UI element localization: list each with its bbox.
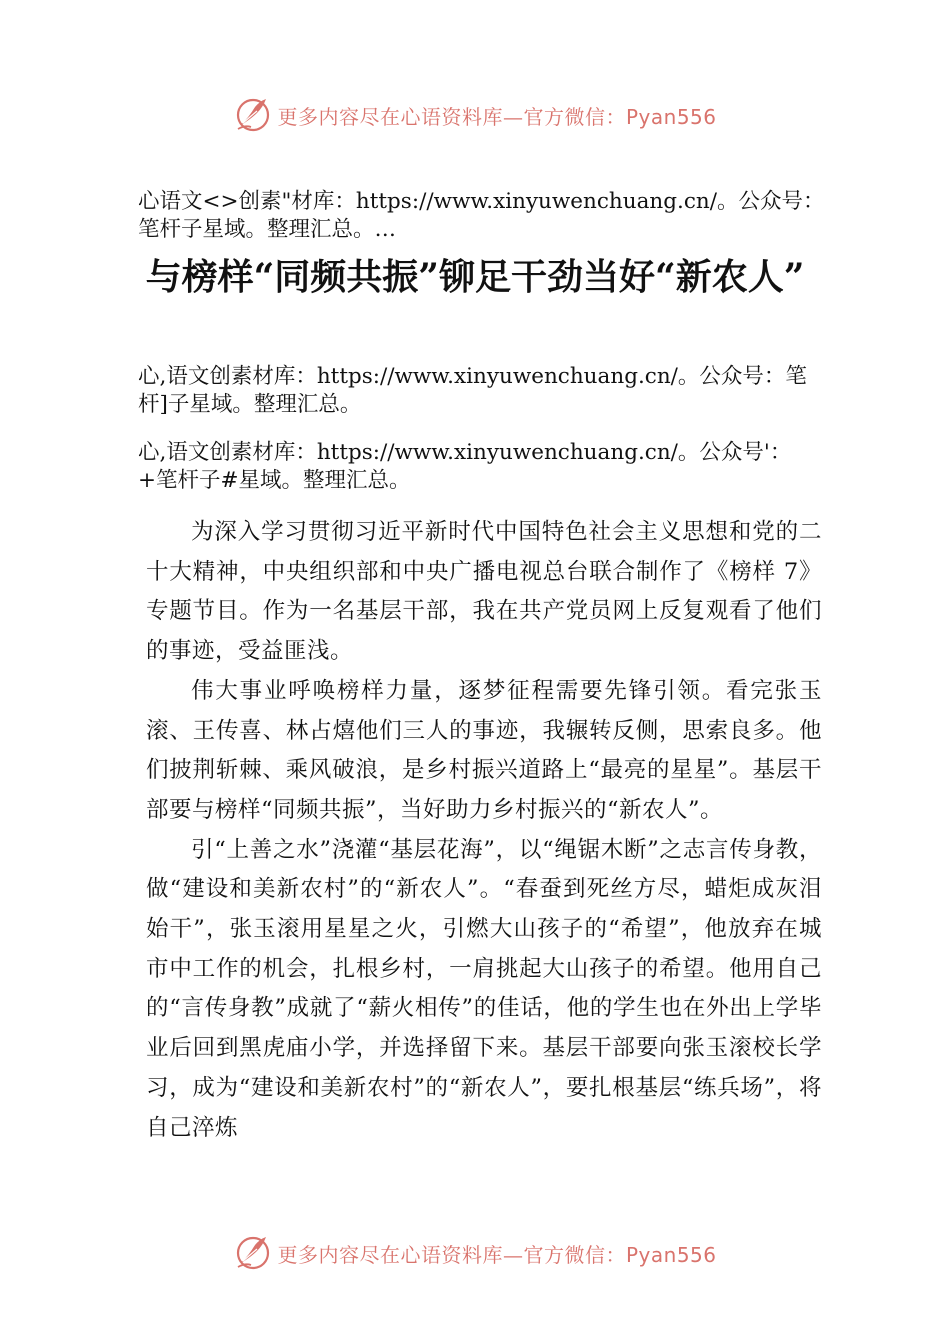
banner-text: 更多内容尽在心语资料库—官方微信：Pyan556 <box>277 104 717 129</box>
source-note-3: 心,语文创素材库：https://www.xinyuwenchuang.cn/。公众号'：+笔杆子#星域。整理汇总。 <box>138 440 792 493</box>
header-banner <box>0 90 950 140</box>
footer-banner <box>0 1228 950 1278</box>
source-note-2: 心,语文创素材库：https://www.xinyuwenchuang.cn/。公众号：笔杆]子星域。整理汇总。 <box>138 364 807 417</box>
source-note-1: 心语文<>创素"材库：https://www.xinyuwenchuang.cn/。公众号：笔杆子星域。整理汇总。… <box>138 189 825 242</box>
paragraph-3: 引“上善之水”浇灌“基层花海”，以“绳锯木断”之志言传身教，做“建设和美新农村”的“新农人”。“春蚕到死丝方尽，蜡炬成灰泪始干”，张玉滚用星星之火，引燃大山孩子的“希望”，他放弃在城市中工作的机会，扎根乡村，一肩挑起大山孩子的希望。他用自己的“言传身教”成就了“薪火相传”的佳话，他的学生也在外出上学毕业后回到黑虎庙小学，并选择留下来。基层干部要向张玉滚校长学习，成为“建设和美新农村”的“新农人”，要扎根基层“练兵场”，将自己淬炼 <box>146 836 822 1141</box>
pen-quill-logo-icon <box>233 1233 273 1273</box>
banner-text: 更多内容尽在心语资料库—官方微信：Pyan556 <box>277 1242 717 1267</box>
pen-quill-logo-icon <box>233 95 273 135</box>
paragraph-2: 伟大事业呼唤榜样力量，逐梦征程需要先锋引领。看完张玉滚、王传喜、林占熺他们三人的事迹，我辗转反侧，思索良多。他们披荆斩棘、乘风破浪，是乡村振兴道路上“最亮的星星”。基层干部要与榜样“同频共振”，当好助力乡村振兴的“新农人”。 <box>146 677 822 823</box>
paragraph-1: 为深入学习贯彻习近平新时代中国特色社会主义思想和党的二十大精神，中央组织部和中央广播电视总台联合制作了《榜样 7》专题节目。作为一名基层干部，我在共产党员网上反复观看了他们的事迹，受益匪浅。 <box>146 519 822 665</box>
wechat-id: Pyan556 <box>625 1242 717 1267</box>
article-body <box>146 513 822 1148</box>
wechat-id: Pyan556 <box>625 104 717 129</box>
article-title: 与榜样“同频共振”铆足干劲当好“新农人” <box>145 256 805 298</box>
